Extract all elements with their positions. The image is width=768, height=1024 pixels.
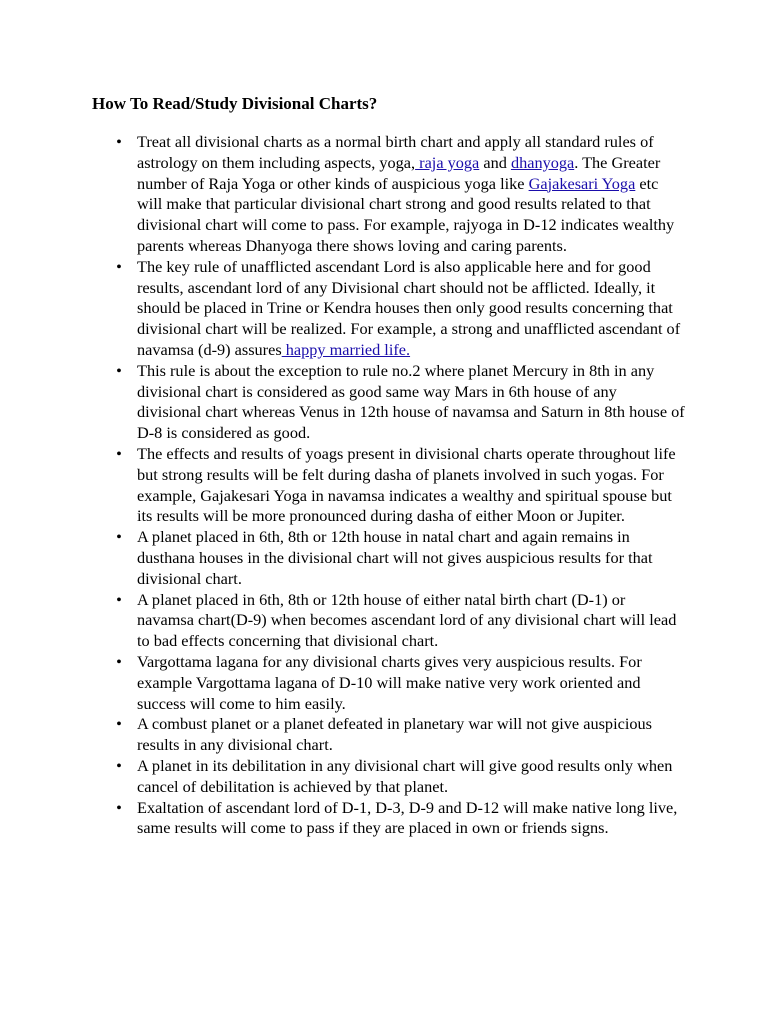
bullet-icon: • xyxy=(116,589,122,609)
item-text: etc will make that particular divisional chart strong and good results related to that divisional chart will come to pass. For example, rajyoga in D-12 indicates wealthy parents whereas Dhanyoga there shows loving and caring parents. xyxy=(137,173,675,255)
inline-link[interactable]: Gajakesari Yoga xyxy=(528,173,636,193)
item-text: The key rule of unafflicted ascendant Lord is also applicable here and for good results, ascendant lord of any Divisional chart should not be afflicted. Ideally, it should be placed in Trine or Kendra houses then only good results concerning that divisional chart will be realized. For example, a strong and unafflicted ascendant of navamsa (d-9) assures xyxy=(137,256,681,359)
inline-link[interactable]: happy married life. xyxy=(281,339,411,359)
list-item xyxy=(116,360,685,444)
inline-link[interactable]: dhanyoga xyxy=(510,152,575,172)
list-item xyxy=(116,527,685,589)
list-item xyxy=(116,256,685,361)
item-text: Exaltation of ascendant lord of D-1, D-3, D-9 and D-12 will make native long live, same results will come to pass if they are placed in own or friends signs. xyxy=(137,797,678,838)
bullet-icon: • xyxy=(116,797,122,817)
item-text: A planet placed in 6th, 8th or 12th house in natal chart and again remains in dusthana houses in the divisional chart will not gives auspicious results for that divisional chart. xyxy=(137,527,653,588)
list-item xyxy=(116,797,685,840)
item-text: Vargottama lagana for any divisional charts gives very auspicious results. For example Vargottama lagana of D-10 will make native very work oriented and success will come to him easily. xyxy=(137,651,642,713)
inline-link[interactable]: raja yoga xyxy=(415,152,480,172)
bullet-icon: • xyxy=(116,714,122,734)
bullet-icon: • xyxy=(116,527,122,547)
item-text: The effects and results of yoags present in divisional charts operate throughout life but strong results will be felt during dasha of planets involved in such yogas. For example, Gajakesari Yoga in navamsa indicates a wealthy and spiritual spouse but its results will be more pronounced during dasha of either Moon or Jupiter. xyxy=(137,443,676,526)
page-title: How To Read/Study Divisional Charts? xyxy=(92,94,378,113)
item-text: This rule is about the exception to rule no.2 where planet Mercury in 8th in any divisional chart is considered as good same way Mars in 6th house of any divisional chart whereas Venus in 12th house of navamsa and Saturn in 8th house of D-8 is considered as good. xyxy=(137,360,685,443)
item-text: A combust planet or a planet defeated in planetary war will not give auspicious results in any divisional chart. xyxy=(137,714,652,755)
list-item xyxy=(116,651,685,714)
list-item xyxy=(116,132,685,257)
bullet-icon: • xyxy=(116,132,122,151)
item-text: A planet placed in 6th, 8th or 12th house of either natal birth chart (D-1) or navamsa chart(D-9) when becomes ascendant lord of any divisional chart will lead to bad effects concerning that divisional chart. xyxy=(137,589,677,651)
bullet-icon: • xyxy=(116,443,122,463)
bullet-icon: • xyxy=(116,256,122,276)
list-item xyxy=(116,443,685,527)
bullet-icon: • xyxy=(116,755,122,775)
item-text: . The Greater number of Raja Yoga or other kinds of auspicious yoga like xyxy=(137,152,661,193)
item-text: Treat all divisional charts as a normal birth chart and apply all standard rules of astrology on them including aspects, yoga, xyxy=(137,132,654,172)
bullet-icon: • xyxy=(116,651,122,671)
item-text: and xyxy=(479,152,511,172)
item-text: A planet in its debilitation in any divisional chart will give good results only when cancel of debilitation is achieved by that planet. xyxy=(137,755,673,796)
list-item xyxy=(116,714,685,756)
rules-list xyxy=(116,132,685,839)
bullet-icon: • xyxy=(116,360,122,380)
list-item xyxy=(116,755,685,798)
list-item xyxy=(116,589,685,652)
